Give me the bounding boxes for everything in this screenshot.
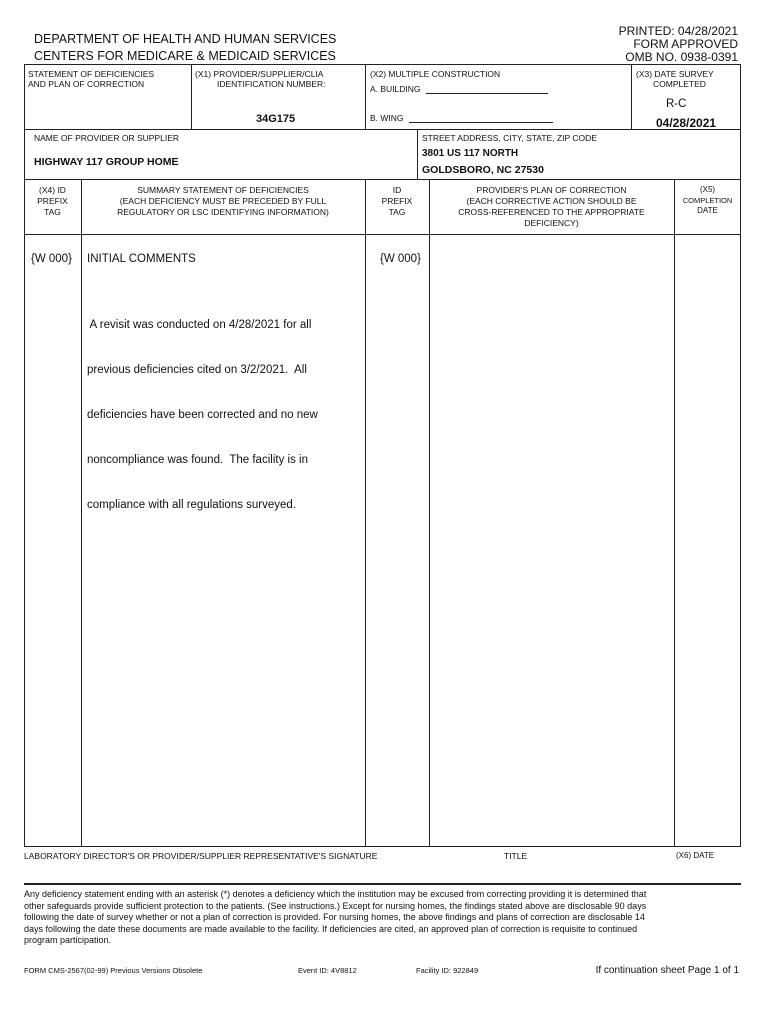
comment-text [87,288,318,528]
date-label: (X6) DATE [676,851,715,860]
comment-line: previous deficiencies cited on 3/2/2021. All [87,364,307,376]
divider [674,234,675,847]
x2-building [370,84,548,94]
x2-wing-label: B. WING [370,113,404,123]
x2-wing [370,113,553,123]
event-id: Event ID: 4V8812 [298,966,357,975]
x1-label-1: (X1) PROVIDER/SUPPLIER/CLIA [195,69,324,79]
signature-label: LABORATORY DIRECTOR'S OR PROVIDER/SUPPLIER REPRESENTATIVE'S SIGNATURE [24,851,378,861]
address-line-1: 3801 US 117 NORTH [422,148,519,159]
notice-line: other safeguards provide sufficient protection to the patients. (See instructions.) Except for nursing homes, the findings stated above are disclosable 90 days [24,900,647,911]
divider [631,64,632,130]
x5-header-2: COMPLETION [682,196,733,205]
provider-name-label: NAME OF PROVIDER OR SUPPLIER [34,133,179,143]
provider-name: HIGHWAY 117 GROUP HOME [34,156,179,168]
omb-number: OMB NO. 0938-0391 [625,50,738,64]
prefix-tag-right: {W 000} [380,253,421,265]
summary-header-1: SUMMARY STATEMENT OF DEFICIENCIES [137,185,309,195]
signature-divider [24,883,741,885]
comment-line: deficiencies have been corrected and no new [87,409,318,421]
x1-label-2: IDENTIFICATION NUMBER: [217,79,326,89]
printed-date: PRINTED: 04/28/2021 [618,24,738,38]
summary-header-3: REGULATORY OR LSC IDENTIFYING INFORMATION) [117,207,329,217]
notice-line: days following the date these documents are made available to the facility. If deficiencies are cited, an approved plan of correction is requisite to continued [24,923,638,934]
form-number: FORM CMS-2567(02-99) Previous Versions Obsolete [24,966,203,975]
divider [429,234,430,847]
survey-date: 04/28/2021 [656,116,717,130]
x4-header-1: (X4) ID [39,185,66,195]
plan-header-2: (EACH CORRECTIVE ACTION SHOULD BE [466,196,637,206]
x3-label-2: COMPLETED [653,79,706,89]
comment-line: noncompliance was found. The facility is in [87,454,308,466]
divider [365,64,366,130]
summary-header-2: (EACH DEFICIENCY MUST BE PRECEDED BY FULL [119,196,327,206]
id-header-2: PREFIX [381,196,413,206]
address-label: STREET ADDRESS, CITY, STATE, ZIP CODE [422,133,597,143]
id-header-3: TAG [388,207,406,217]
x2-building-label: A. BUILDING [370,84,421,94]
divider [365,234,366,847]
x4-header-3: TAG [44,207,61,217]
wing-blank-line [409,122,553,123]
x4-header-2: PREFIX [37,196,68,206]
department-line-2: CENTERS FOR MEDICARE & MEDICAID SERVICES [34,49,336,63]
form-approved: FORM APPROVED [633,37,738,51]
statement-label-1: STATEMENT OF DEFICIENCIES [28,69,155,79]
x2-label: (X2) MULTIPLE CONSTRUCTION [370,69,501,79]
notice-line: following the date of survey whether or not a plan of correction is provided. For nursing homes, the above findings and plans of correction are disclosable 14 [24,912,645,922]
id-header-1: ID [392,185,402,195]
notice-line: Any deficiency statement ending with an asterisk (*) denotes a deficiency which the institution may be excused from correcting providing it is determined that [24,889,647,899]
provider-id-number: 34G175 [256,113,296,125]
initial-comments-heading: INITIAL COMMENTS [87,253,196,265]
disclosure-notice [24,889,744,947]
plan-header-3: CROSS-REFERENCED TO THE APPROPRIATE [458,207,645,217]
continuation-page: If continuation sheet Page 1 of 1 [595,965,739,976]
divider [81,234,82,847]
divider [417,129,418,180]
address-line-2: GOLDSBORO, NC 27530 [422,164,544,176]
department-line-1: DEPARTMENT OF HEALTH AND HUMAN SERVICES [34,32,337,46]
plan-header-4: DEFICIENCY) [524,218,579,228]
comment-line: A revisit was conducted on 4/28/2021 for all [87,319,312,331]
notice-line: program participation. [24,935,112,945]
statement-label-2: AND PLAN OF CORRECTION [28,79,145,89]
building-blank-line [426,93,548,94]
divider [191,64,192,130]
prefix-tag-left: {W 000} [31,253,72,265]
facility-id: Facility ID: 922849 [416,966,479,975]
x3-label-1: (X3) DATE SURVEY [636,69,714,79]
x5-header-1: (X5) [699,185,716,194]
comment-line: compliance with all regulations surveyed. [87,499,297,511]
survey-code: R-C [666,98,687,110]
title-label: TITLE [504,851,528,861]
x5-header-3: DATE [697,206,718,215]
plan-header-1: PROVIDER'S PLAN OF CORRECTION [476,185,627,195]
